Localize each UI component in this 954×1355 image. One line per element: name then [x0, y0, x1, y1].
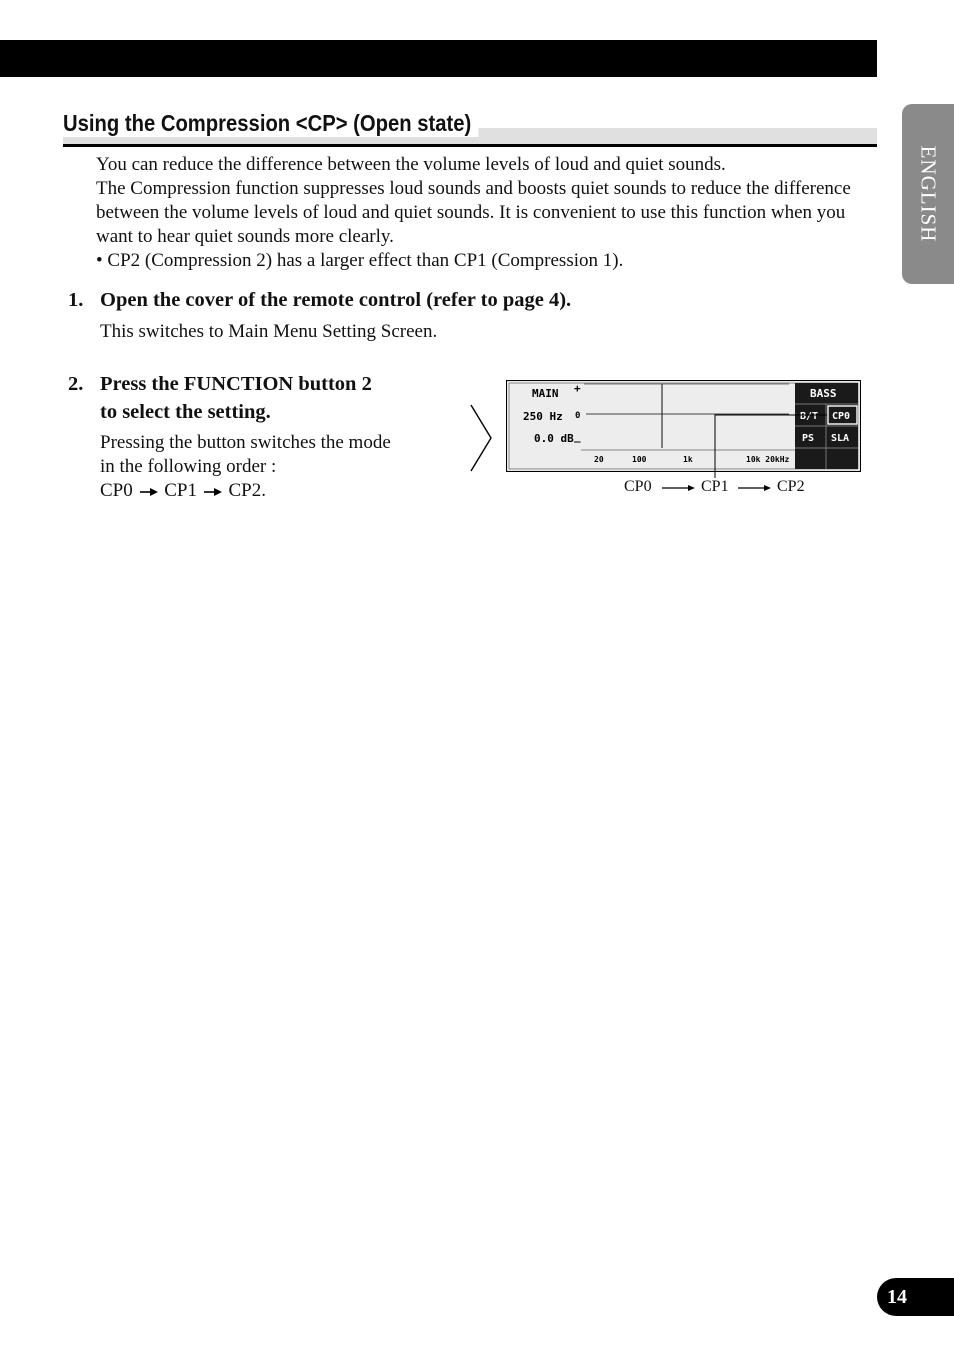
- heading-rule: [63, 144, 877, 147]
- seq-cp2: CP2.: [228, 480, 266, 501]
- step2-title-line1: Press the FUNCTION button 2: [100, 373, 372, 395]
- step1-number: 1.: [68, 289, 84, 311]
- display-zero: 0: [575, 411, 581, 421]
- intro-line-2: The Compression function suppresses loud sounds and boosts quiet sounds to reduce the difference between the volume levels of loud and quiet sounds. It is convenient to use this function when you want to hear quiet sounds more clearly.: [96, 178, 851, 247]
- display-sequence: [624, 478, 824, 500]
- pointer-chevron-icon: [470, 404, 494, 472]
- header-bar: [0, 40, 877, 77]
- display-minus: _: [574, 430, 581, 443]
- arrow-right-icon: [738, 483, 772, 493]
- display-frequency: 250 Hz: [523, 410, 563, 423]
- seq-cp1: CP1: [164, 480, 197, 501]
- callout-leader-line: [700, 400, 860, 480]
- section-heading: Using the Compression <CP> (Open state): [63, 110, 478, 137]
- step2-number: 2.: [68, 373, 84, 395]
- display-seq-cp1: CP1: [701, 478, 729, 495]
- language-tab: [902, 104, 954, 284]
- tick-10k-20khz: 10k 20kHz: [746, 455, 790, 464]
- step2-body-line2: in the following order :: [100, 456, 277, 477]
- button-ps: PS: [802, 433, 815, 444]
- display-seq-cp2: CP2: [777, 478, 805, 495]
- step2-body: [100, 431, 391, 503]
- step2-sequence: [100, 479, 391, 503]
- button-bass: BASS: [810, 387, 837, 400]
- step1-title: Open the cover of the remote control (refer to page 4).: [100, 289, 572, 311]
- intro-line-1: You can reduce the difference between the volume levels of loud and quiet sounds.: [96, 154, 726, 175]
- arrow-right-icon: [138, 487, 160, 497]
- display-seq-cp0: CP0: [624, 478, 652, 495]
- display-main-label: MAIN: [532, 387, 559, 400]
- display-plus: +: [574, 382, 581, 395]
- button-sla: SLA: [831, 433, 850, 444]
- intro-text: [96, 153, 866, 273]
- step2-title-line2: to select the setting.: [100, 401, 271, 423]
- step2-body-line1: Pressing the button switches the mode: [100, 432, 391, 453]
- tick-100: 100: [632, 455, 647, 464]
- seq-cp0: CP0: [100, 480, 133, 501]
- page-number: 14: [877, 1278, 954, 1316]
- button-bt: B/T: [800, 411, 819, 422]
- arrow-right-icon: [202, 487, 224, 497]
- step1-body: This switches to Main Menu Setting Screen.: [100, 321, 438, 342]
- arrow-right-icon: [662, 483, 696, 493]
- tick-20: 20: [594, 455, 604, 464]
- language-tab-label: ENGLISH: [916, 145, 941, 243]
- button-cp0: CP0: [832, 411, 851, 422]
- display-level: 0.0 dB: [534, 432, 574, 445]
- intro-bullet: • CP2 (Compression 2) has a larger effect than CP1 (Compression 1).: [96, 250, 624, 271]
- tick-1k: 1k: [683, 455, 693, 464]
